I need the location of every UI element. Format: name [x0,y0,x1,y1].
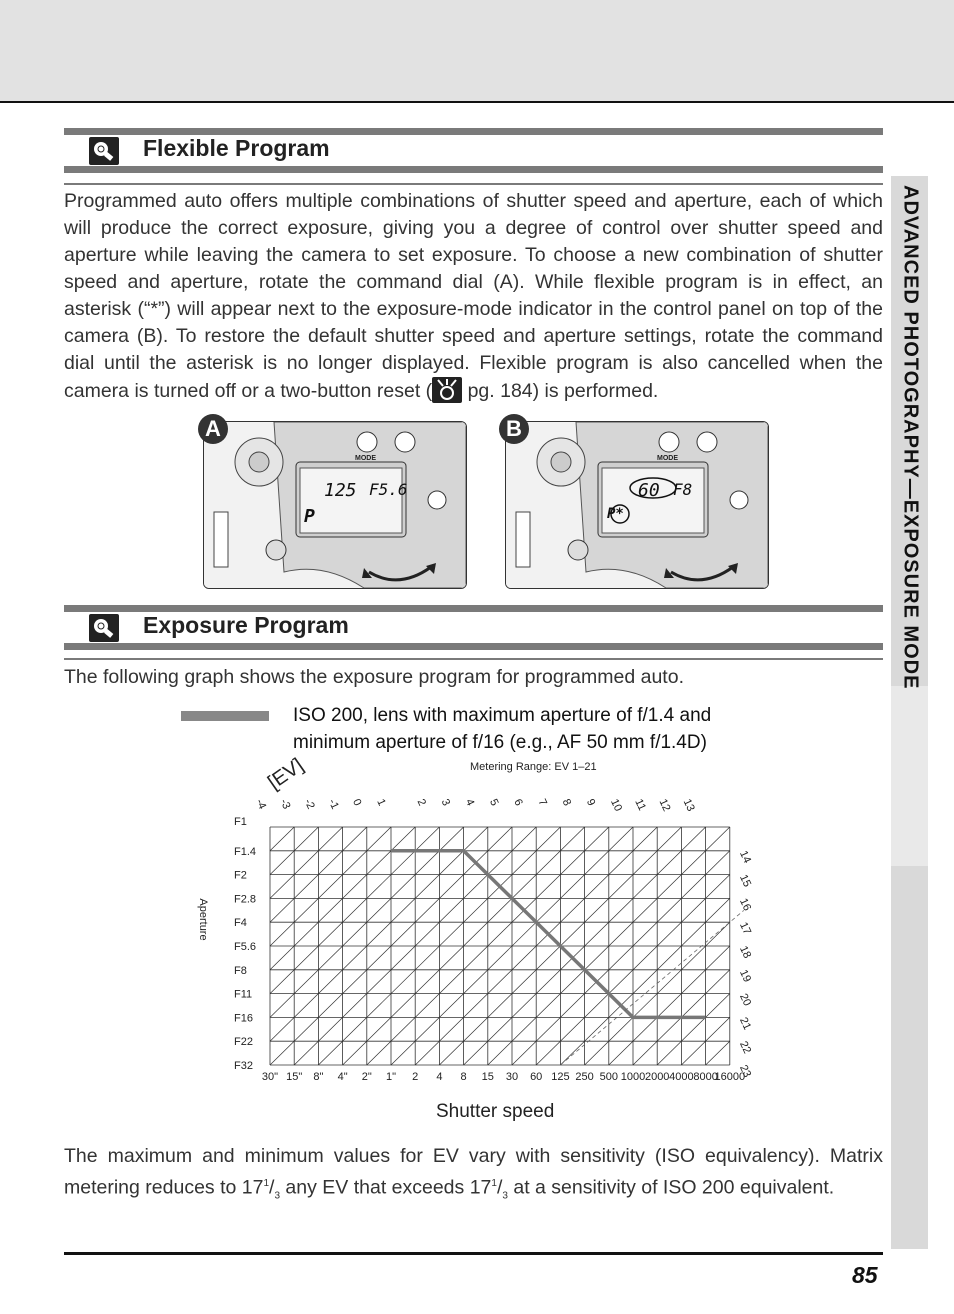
x-tick-label: 16000 [714,1071,746,1083]
ev-tick-label: 8 [559,797,574,808]
ev-tick-label: 16 [737,896,754,913]
header-band [0,0,954,103]
ev-line [609,946,730,1065]
ev-line [512,851,730,1065]
section-rule-bottom [64,658,883,660]
x-tick-label: 8 [460,1071,467,1083]
closing-text-3: at a sensitivity of ISO 200 equivalent. [507,1176,835,1199]
metering-range-note: Metering Range: EV 1–21 [470,761,597,773]
ev-tick-label: 4 [462,797,477,808]
x-tick-label: 1000 [620,1071,646,1083]
paragraph-text: Programmed auto offers multiple combinations of shutter speed and aperture, each of which will produce the correct exposure, giving you a degree of control over shutter speed and aperture while leaving the camera to set exposure. To choose a new combination of shutter speed and aperture, rotate the command dial (A). While flexible program is in effect, an asterisk (“*”) will appear next to the exposure-mode indicator in the control panel on top of the camera (B). To restore the default shutter speed and aperture settings, rotate the command dial until the asterisk is no longer displayed. Flexible program is also cancelled when the camera is turned off or a two-button reset ( [64,190,883,402]
ev-line [560,898,729,1065]
ev-tick-label: 0 [350,797,364,808]
ev-tick-label: 10 [608,797,625,814]
x-tick-label: 30" [261,1071,279,1083]
x-tick-label: 125 [551,1071,570,1083]
mode-label: MODE [657,455,678,462]
sidebar-title: ADVANCED PHOTOGRAPHY—EXPOSURE MODE [899,185,922,690]
ev-tick-label: 5 [487,797,501,808]
legend-text: ISO 200, lens with maximum aperture of f/1.4 and minimum aperture of f/16 (e.g., AF 50 mm f/1.4D) [293,705,712,753]
x-tick-label: 2" [361,1071,372,1083]
ev-tick-label: 13 [680,797,697,814]
camera-figure-a [203,421,467,589]
x-tick-label: 8" [313,1071,324,1083]
ev-tick-label: 23 [737,1063,754,1080]
reset-icon [432,377,462,403]
ev-tick-label: 1 [374,797,388,808]
ev-line [270,827,294,851]
ev-tick-label: 11 [632,797,648,813]
y-tick-label: F1 [234,816,247,828]
ev-tick-label: 19 [737,967,754,985]
exposure-program-intro: The following graph shows the exposure program for programmed auto. [64,666,684,688]
y-tick-label: F32 [234,1060,253,1072]
ev-tick-label: -3 [277,797,293,812]
lamp-icon [89,137,119,163]
y-tick-label: F4 [234,917,247,930]
x-tick-label: 8000 [693,1071,718,1083]
ev-line [657,994,730,1065]
ev-tick-label: -4 [253,797,269,812]
ev-tick-label: 12 [656,797,673,814]
lcd-aperture: F8 [673,480,693,499]
exposure-program-chart [180,755,780,1095]
y-tick-label: F2.8 [234,893,257,906]
x-tick-label: 500 [599,1071,618,1083]
closing-text-1: The maximum and minimum values for EV vary with sensitivity (ISO equivalency). Matrix metering reduces to 17 [64,1145,883,1199]
section-rule-bottom [64,183,883,185]
fraction-numerator: 1 [263,1178,270,1189]
matrix-limit-line [560,910,743,1065]
ev-tick-label: 17 [737,920,754,937]
ev-axis-label: [EV] [264,754,308,795]
y-tick-label: F1.4 [234,845,257,858]
ev-tick-label: 9 [583,797,598,808]
x-tick-label: 4 [436,1071,443,1083]
footer-rule [64,1252,883,1255]
x-tick-label: 4" [337,1071,348,1083]
y-axis-label: Aperture [197,898,209,941]
section-rule-mid [64,166,883,173]
paragraph-text-end: pg. 184) is performed. [462,380,659,402]
fraction-denominator: 3 [274,1190,280,1202]
x-tick-label: 15" [286,1071,303,1083]
ev-tick-label: -2 [301,797,317,812]
x-tick-label: 2000 [644,1071,670,1083]
section-rule-top [64,128,883,135]
y-tick-label: F11 [234,988,253,1001]
y-tick-label: F22 [234,1036,253,1049]
ev-tick-label: 14 [737,848,754,866]
x-tick-label: 250 [575,1071,594,1083]
ev-tick-label: 7 [535,797,549,808]
lcd-aperture: F5.6 [369,480,408,499]
lcd-shutter: 125 [324,480,357,501]
lcd-shutter: 60 [638,480,660,501]
fraction-numerator: 1 [491,1178,497,1189]
figure-label-b: B [499,414,529,444]
section-rule-top [64,605,883,612]
closing-paragraph: The maximum and minimum values for EV vary with sensitivity (ISO equivalency). Matrix metering reduces to $17^1/_3$ any EV that exceeds $17^1/_3$ at a sensitivity of ISO 200 equivalent. [64,1145,883,1202]
y-tick-label: F2 [234,869,247,882]
x-tick-label: 1" [385,1071,397,1083]
page-number: 85 [852,1262,878,1288]
x-tick-label: 2 [412,1071,419,1083]
ev-tick-label: 3 [438,797,453,808]
mode-label: MODE [355,455,376,462]
flexible-program-paragraph [64,188,883,405]
y-tick-label: F8 [234,964,247,977]
fraction-denominator: 3 [502,1190,508,1202]
ev-tick-label: 22 [737,1039,754,1056]
ev-tick-label: 20 [737,991,754,1008]
ev-line [706,1041,730,1065]
camera-figure-b [505,421,769,589]
section-title-exposure-program: Exposure Program [143,612,349,638]
ev-tick-label: 2 [414,797,428,808]
y-tick-label: F16 [234,1012,253,1025]
ev-line [270,827,343,898]
legend-swatch [181,711,269,721]
lcd-mode: P* [607,506,624,522]
x-tick-label: 30 [505,1071,519,1083]
ev-tick-label: 6 [511,797,525,808]
x-tick-label: 15 [481,1071,494,1083]
ev-tick-label: 15 [737,872,754,889]
lcd-mode: P [304,506,315,527]
ev-tick-label: 18 [737,944,754,961]
figure-label-a: A [198,414,228,444]
ev-line [270,827,488,1041]
ev-tick-label: -1 [325,797,341,812]
ev-line [270,827,391,946]
x-tick-label: 4000 [669,1071,694,1083]
closing-text-2: any EV that exceeds 17 [280,1176,492,1199]
y-tick-label: F5.6 [234,941,257,953]
section-rule-mid [64,643,883,650]
lamp-icon [89,614,119,640]
ev-tick-label: 21 [737,1015,754,1032]
x-axis-label: Shutter speed [436,1101,555,1122]
section-title-flexible-program: Flexible Program [143,135,330,161]
x-tick-label: 60 [530,1071,543,1083]
sidebar-tab-marker [891,686,928,866]
